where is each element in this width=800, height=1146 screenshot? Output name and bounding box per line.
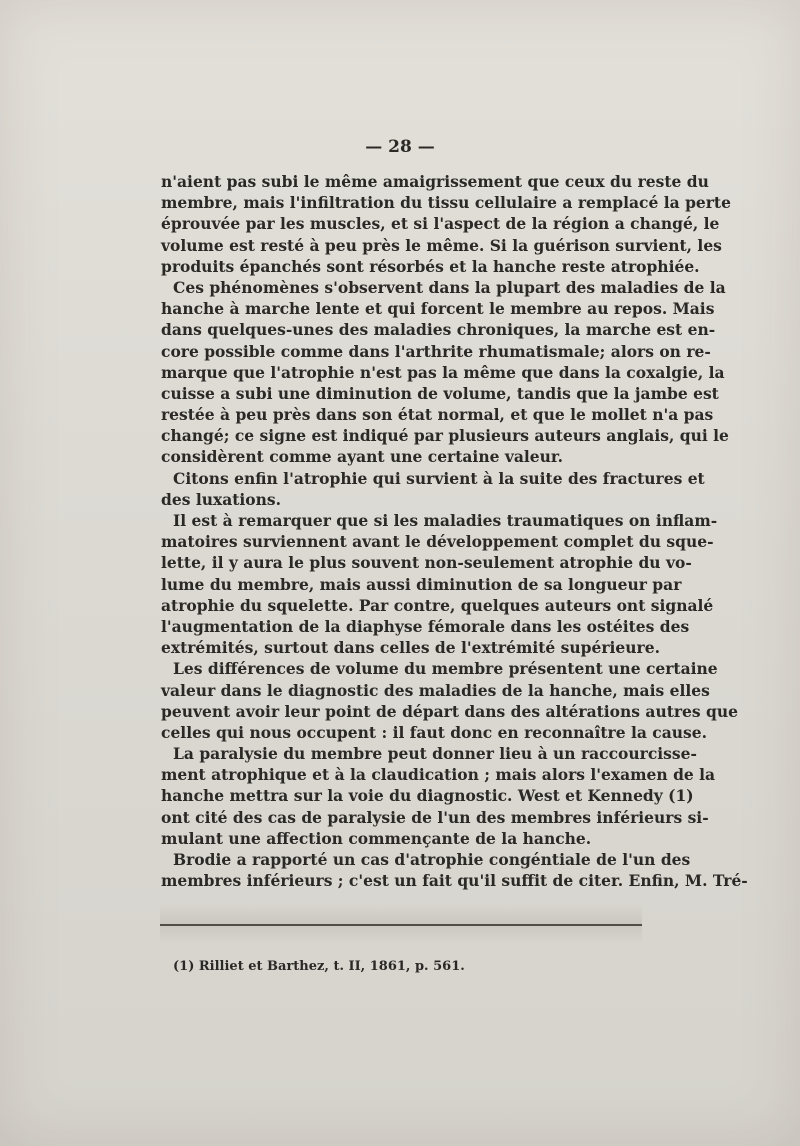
text-line: extrémités, surtout dans celles de l'extrémité supérieure. bbox=[161, 638, 660, 658]
text-line: Brodie a rapporté un cas d'atrophie congéntiale de l'un des bbox=[173, 850, 691, 869]
text-line: membre, mais l'infiltration du tissu cellulaire a remplacé la perte bbox=[161, 193, 731, 213]
text-line: n'aient pas subi le même amaigrissement que ceux du reste du bbox=[161, 172, 709, 191]
text-line: l'augmentation de la diaphyse fémorale dans les ostéites des bbox=[161, 616, 690, 636]
body-text bbox=[161, 171, 748, 891]
text-line: peuvent avoir leur point de départ dans des altérations autres que bbox=[161, 701, 738, 721]
text-line: produits épanchés sont résorbés et la hanche reste atrophiée. bbox=[161, 256, 700, 276]
text-line: celles qui nous occupent : il faut donc en reconnaître la cause. bbox=[161, 722, 708, 742]
text-line: ont cité des cas de paralysie de l'un des membres inférieurs si- bbox=[161, 807, 709, 827]
text-line: des luxations. bbox=[161, 489, 282, 509]
text-line: Les différences de volume du membre présentent une certaine bbox=[173, 659, 718, 679]
text-line: membres inférieurs ; c'est un fait qu'il suffit de citer. Enfin, M. Tré- bbox=[161, 871, 748, 891]
footnote-separator-rule bbox=[160, 924, 642, 926]
text-line: volume est resté à peu près le même. Si la guérison survient, les bbox=[161, 235, 722, 255]
text-line: matoires surviennent avant le développement complet du sque- bbox=[161, 532, 714, 552]
text-line: Citons enfin l'atrophie qui survient à la suite des fractures et bbox=[173, 468, 705, 488]
text-line: valeur dans le diagnostic des maladies de la hanche, mais elles bbox=[161, 680, 710, 700]
text-line: mulant une affection commençante de la hanche. bbox=[161, 828, 592, 848]
text-line: considèrent comme ayant une certaine valeur. bbox=[161, 447, 564, 467]
footnote: (1) Rilliet et Barthez, t. II, 1861, p. 561. bbox=[173, 959, 465, 974]
text-line: Ces phénomènes s'observent dans la plupart des maladies de la bbox=[173, 277, 726, 297]
text-line: changé; ce signe est indiqué par plusieurs auteurs anglais, qui le bbox=[161, 426, 729, 446]
text-line: Il est à remarquer que si les maladies traumatiques on inflam- bbox=[173, 511, 718, 530]
page-number: — 28 — bbox=[365, 137, 435, 157]
text-line: cuisse a subi une diminution de volume, tandis que la jambe est bbox=[161, 383, 719, 403]
text-line: marque que l'atrophie n'est pas la même que dans la coxalgie, la bbox=[161, 362, 725, 382]
text-line: atrophie du squelette. Par contre, quelques auteurs ont signalé bbox=[161, 595, 714, 615]
text-line: dans quelques-unes des maladies chroniques, la marche est en- bbox=[161, 320, 716, 340]
text-line: lette, il y aura le plus souvent non-seulement atrophie du vo- bbox=[161, 553, 692, 573]
text-line: hanche à marche lente et qui forcent le membre au repos. Mais bbox=[161, 299, 715, 319]
text-line: ment atrophique et à la claudication ; mais alors l'examen de la bbox=[161, 765, 716, 785]
text-line: La paralysie du membre peut donner lieu à un raccourcisse- bbox=[173, 744, 697, 764]
text-line: hanche mettra sur la voie du diagnostic. West et Kennedy (1) bbox=[161, 786, 694, 806]
text-line: core possible comme dans l'arthrite rhumatismale; alors on re- bbox=[161, 341, 711, 361]
text-line: éprouvée par les muscles, et si l'aspect de la région a changé, le bbox=[161, 214, 720, 234]
text-line: restée à peu près dans son état normal, et que le mollet n'a pas bbox=[161, 405, 714, 425]
text-line: lume du membre, mais aussi diminution de sa longueur par bbox=[161, 574, 682, 594]
